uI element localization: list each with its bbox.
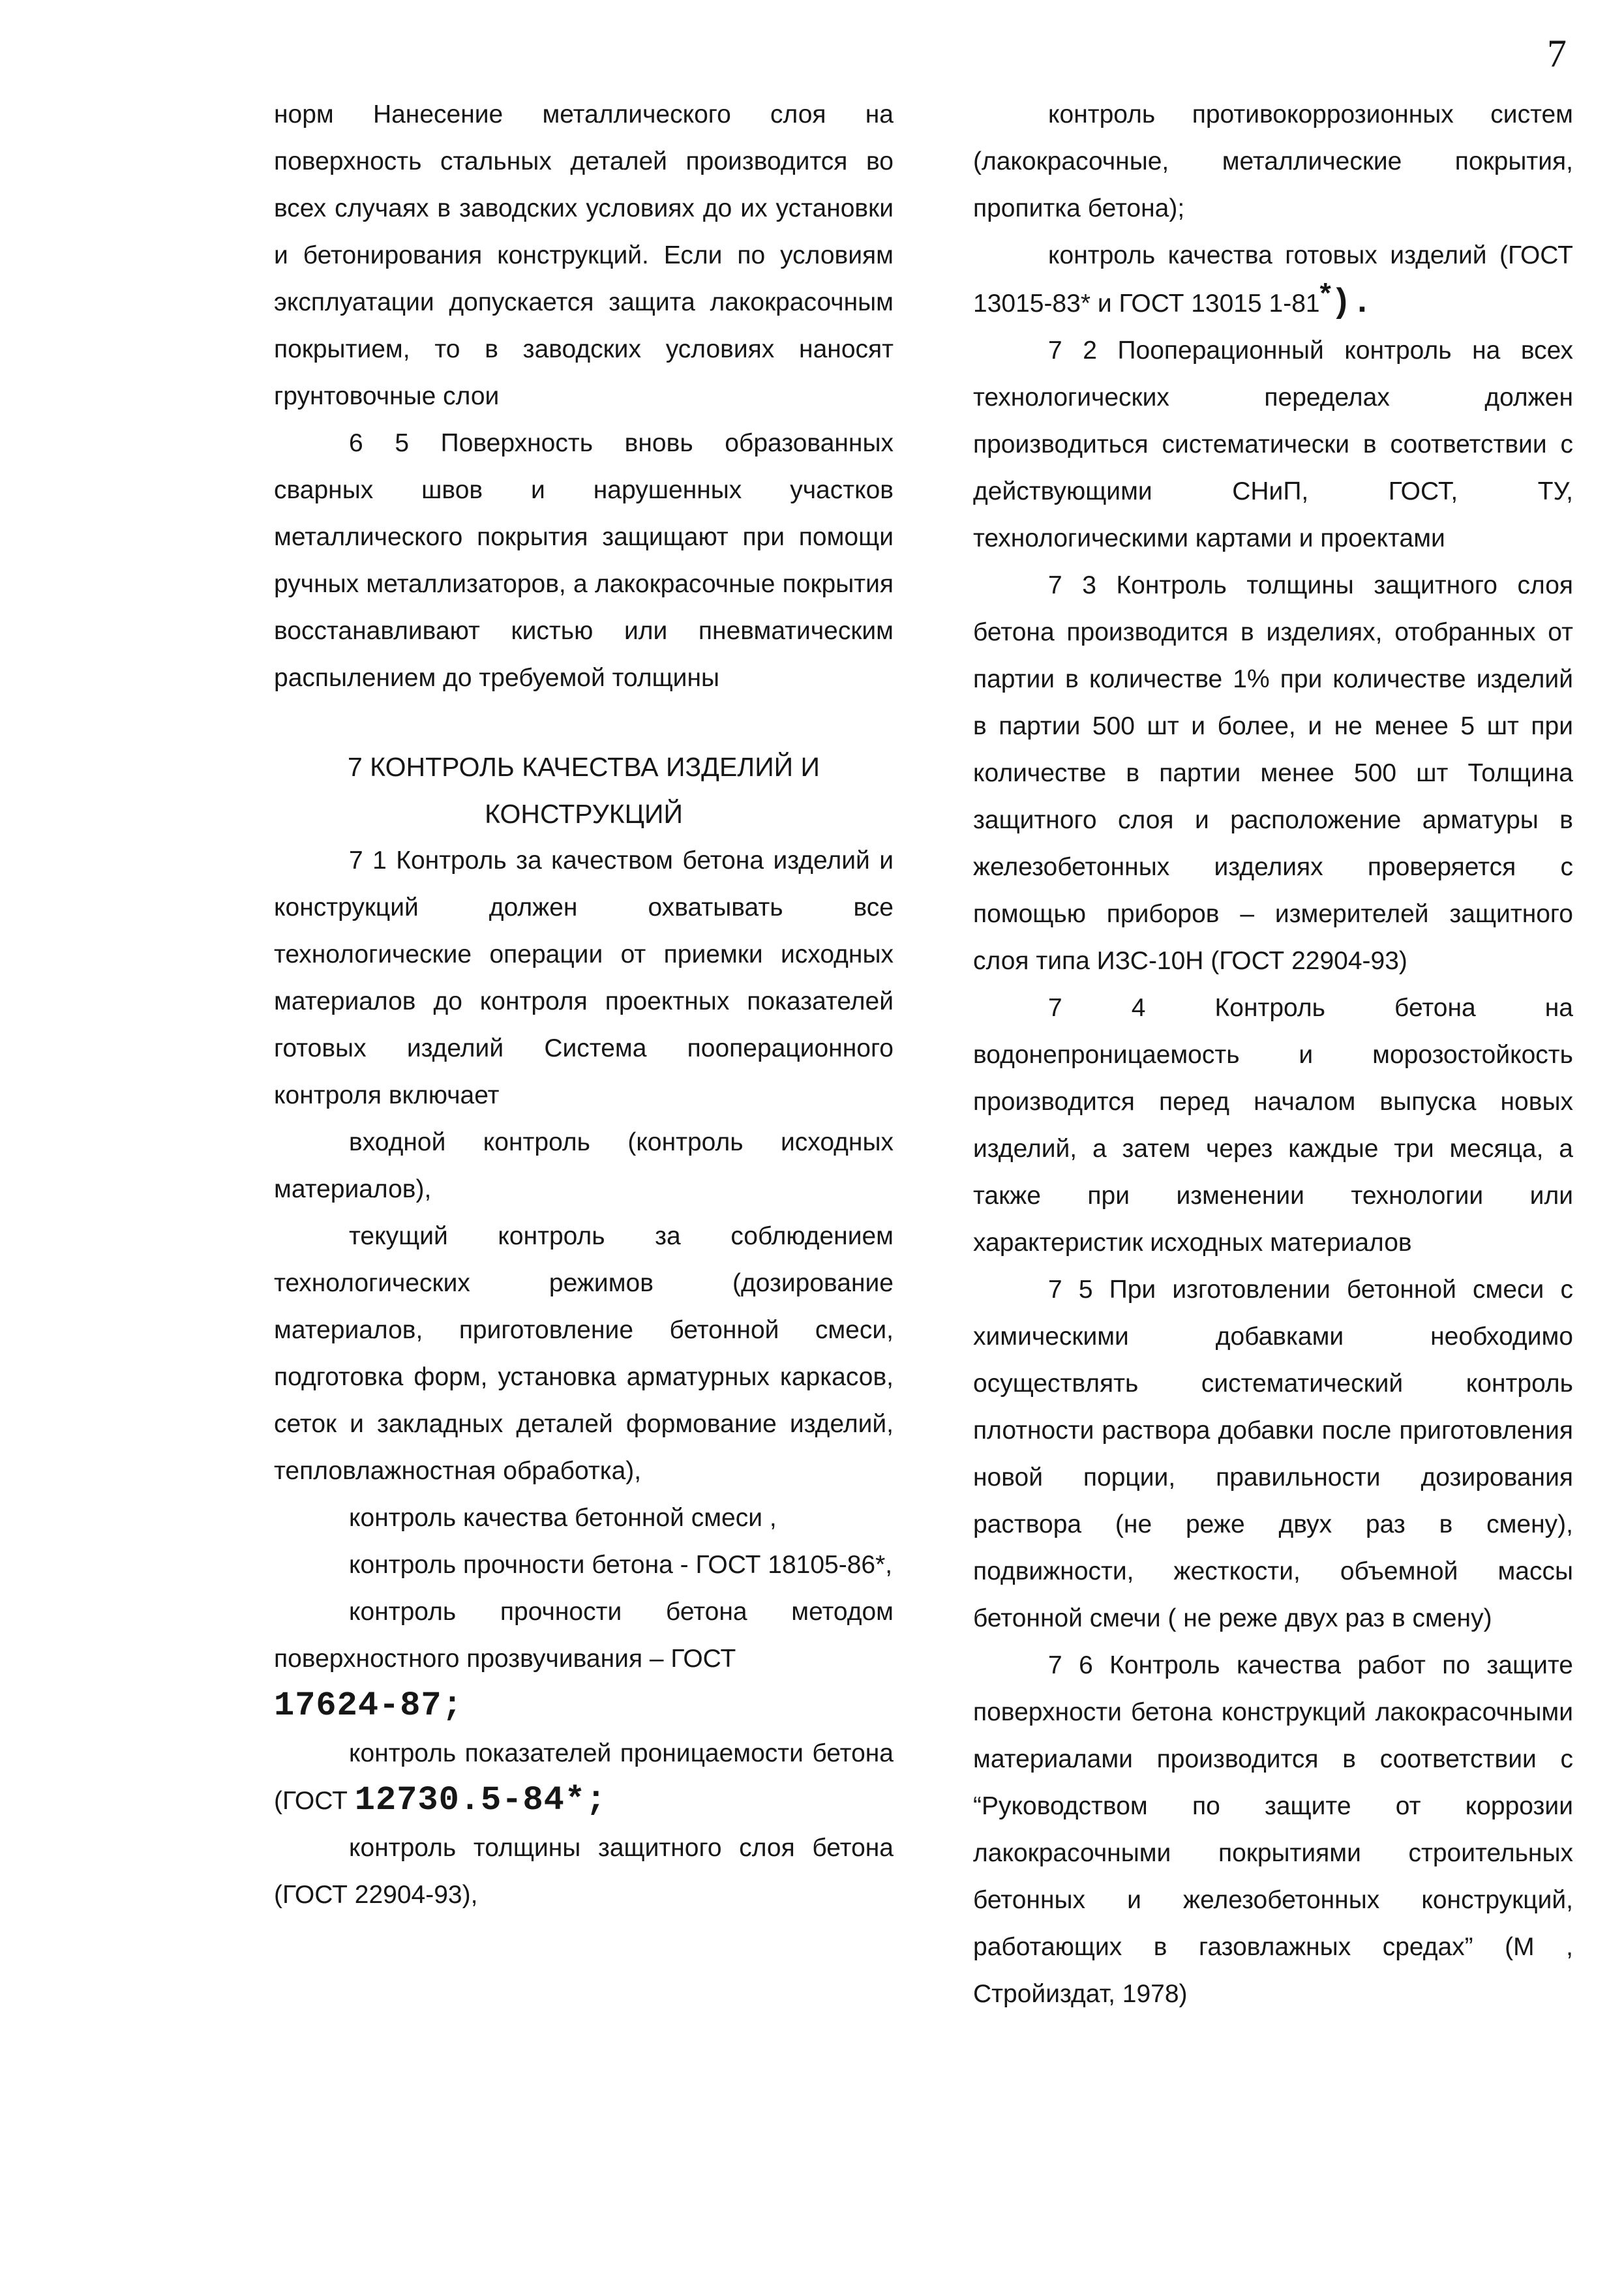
- paragraph-anticorrosion-control: контроль противокоррозионных систем (лакокрасочные, металлические покрытия, пропитка бетона);: [973, 100, 1573, 222]
- paragraph-permeability-control: [274, 1730, 894, 1825]
- paragraph-norm: норм Нанесение металлического слоя на поверхность стальных деталей производится во всех случаях в заводских условиях до их установки и бетонирования конструкций. Если по условиям эксплуатации допускается защита лакокрасочным покрытием, то в заводских условиях наносят грунтовочные слои: [274, 100, 894, 410]
- sound-control-text: контроль прочности бетона методом поверхностного прозвучивания – ГОСТ: [274, 1598, 894, 1673]
- sound-control-standard: 17624-87;: [274, 1686, 463, 1725]
- ready-products-text: контроль качества готовых изделий (ГОСТ 13015-83* и ГОСТ 13015 1-81: [973, 241, 1573, 318]
- paragraph-ready-products-control: [973, 232, 1573, 327]
- paragraph-7-3: 7 3 Контроль толщины защитного слоя бетона производится в изделиях, отобранных от партии в количестве 1% при количестве изделий в партии 500 шт и более, и не менее 5 шт при количестве в партии менее 500 шт Толщина защитного слоя и расположение арматуры в железобетонных изделиях проверяется с помощью приборов – измерителей защитного слоя типа ИЗС-10Н (ГОСТ 22904-93): [973, 571, 1573, 975]
- section-heading: 7 КОНТРОЛЬ КАЧЕСТВА ИЗДЕЛИЙ И КОНСТРУКЦИЙ: [347, 752, 820, 829]
- paragraph-input-control: входной контроль (контроль исходных материалов),: [274, 1128, 894, 1203]
- spacer: [274, 702, 894, 743]
- paragraph-thickness-control: контроль толщины защитного слоя бетона (ГОСТ 22904-93),: [274, 1834, 894, 1909]
- permeability-control-text: контроль показателей проницаемости бетона (ГОСТ: [274, 1739, 894, 1815]
- paragraph-7-4: 7 4 Контроль бетона на водонепроницаемость и морозостойкость производится перед началом выпуска новых изделий, а затем через каждые три месяца, а также при изменении технологии или характеристик исходных материалов: [973, 994, 1573, 1257]
- paragraph-mix-control: контроль качества бетонной смеси ,: [349, 1504, 777, 1532]
- permeability-control-standard: 12730.5-84*;: [354, 1781, 607, 1819]
- right-column: [973, 91, 1573, 2018]
- paragraph-7-5: 7 5 При изготовлении бетонной смеси с химическими добавками необходимо осуществлять систематический контроль плотности раствора добавки после приготовления новой порции, правильности дозирования раствора (не реже двух раз в смену), подвижности, жесткости, объемной массы бетонной смечи ( не реже двух раз в смену): [973, 1276, 1573, 1632]
- paragraph-6-5: 6 5 Поверхность вновь образованных сварных швов и нарушенных участков металлического покрытия защищают при помощи ручных металлизаторов, а лакокрасочные покрытия восстанавливают кистью или пневматическим распылением до требуемой толщины: [274, 429, 894, 692]
- paragraph-sound-control: [274, 1589, 894, 1730]
- handwritten-asterisk: *: [1319, 277, 1331, 309]
- paragraph-7-1: 7 1 Контроль за качеством бетона изделий и конструкций должен охватывать все технологические операции от приемки исходных материалов до контроля проектных показателей готовых изделий Система пооперационного контроля включает: [274, 846, 894, 1109]
- left-column: [274, 91, 894, 1919]
- paragraph-7-2: 7 2 Пооперационный контроль на всех технологических переделах должен производиться систематически в соответствии с действующими СНиП, ГОСТ, ТУ, технологическими картами и проектами: [973, 337, 1573, 552]
- paragraph-7-6: 7 6 Контроль качества работ по защите поверхности бетона конструкций лакокрасочными материалами производится в соответствии с “Руководством по защите от коррозии лакокрасочными покрытиями строительных бетонных и железобетонных конструкций, работающих в газовлажных средах” (М , Стройиздат, 1978): [973, 1651, 1573, 2008]
- ready-products-end: ).: [1331, 284, 1374, 322]
- paragraph-current-control: текущий контроль за соблюдением технологических режимов (дозирование материалов, приготовление бетонной смеси, подготовка форм, установка арматурных каркасов, сеток и закладных деталей формование изделий, тепловлажностная обработка),: [274, 1222, 894, 1485]
- paragraph-strength-control: контроль прочности бетона - ГОСТ 18105-86*,: [349, 1551, 893, 1579]
- page-number: 7: [1547, 32, 1567, 75]
